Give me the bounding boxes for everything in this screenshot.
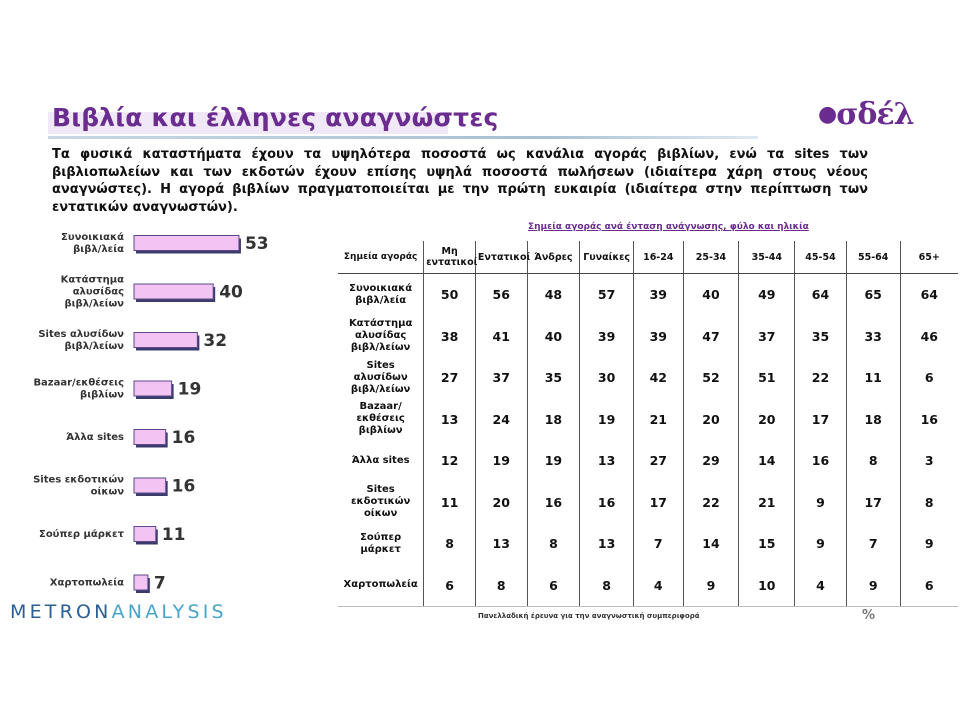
category-label: Συνοικιακά βιβλ/λεία [60, 232, 124, 255]
table-cell: 37 [739, 316, 795, 358]
table-cell: 39 [580, 316, 634, 358]
category-label: Sites αλυσίδων βιβλ/λείων [38, 329, 124, 352]
table-header-row [338, 241, 958, 274]
purchase-points-table [338, 241, 958, 607]
table-cell: 39 [633, 274, 683, 316]
bar [134, 575, 148, 590]
category-label: Άλλα sites [66, 432, 124, 443]
table-cell: 13 [580, 523, 634, 565]
bar [134, 478, 166, 493]
bar [134, 381, 172, 396]
row-label: Άλλα sites [338, 440, 424, 482]
category-label: Sites εκδοτικών οίκων [33, 474, 124, 498]
table-cell: 15 [739, 523, 795, 565]
table-cell: 7 [846, 523, 900, 565]
table-row [338, 399, 958, 441]
bar [134, 527, 156, 542]
table-cell: 19 [475, 440, 527, 482]
table-cell: 27 [424, 357, 476, 399]
table-cell: 9 [846, 565, 900, 607]
table-cell: 49 [739, 274, 795, 316]
table-cell: 21 [739, 482, 795, 524]
table-cell: 14 [683, 523, 739, 565]
table-cell: 9 [795, 482, 847, 524]
row-label: Συνοικιακά βιβλ/λεία [338, 274, 424, 316]
row-label: Σούπερ μάρκετ [338, 523, 424, 565]
table-cell: 40 [683, 274, 739, 316]
table-cell: 8 [475, 565, 527, 607]
column-header: Γυναίκες [580, 241, 634, 274]
bar-value-label: 16 [171, 476, 196, 497]
table-cell: 4 [795, 565, 847, 607]
table-cell: 9 [795, 523, 847, 565]
table-cell: 17 [846, 482, 900, 524]
bar-value-label: 16 [171, 428, 196, 448]
percent-mark: % [862, 608, 876, 623]
table-cell: 11 [424, 482, 476, 524]
table-cell: 17 [633, 482, 683, 524]
bar-value-label: 53 [244, 234, 269, 254]
purchase-channels-bar-chart [0, 225, 300, 595]
table-cell: 22 [683, 482, 739, 524]
table-cell: 6 [424, 565, 476, 607]
row-label: Sites αλυσίδων βιβλ/λείων [338, 357, 424, 399]
table-cell: 16 [580, 482, 634, 524]
table-row [338, 523, 958, 565]
row-label: Χαρτοπωλεία [338, 565, 424, 607]
table-cell: 12 [424, 440, 476, 482]
bar [134, 236, 239, 251]
table-cell: 46 [920, 328, 938, 344]
survey-footnote: Πανελλαδική έρευνα για την αναγνωστική συμπεριφορά [478, 612, 700, 620]
column-header: 16-24 [633, 241, 683, 274]
table-cell: 35 [527, 357, 580, 399]
column-header: Μη εντατικοί [424, 241, 476, 274]
table-cell: 41 [475, 316, 527, 358]
table-row [338, 357, 958, 399]
row-label: Bazaar/εκθέσεις βιβλίων [338, 399, 424, 441]
category-label: Κατάστημα αλυσίδας βιβλ/λείων [60, 274, 124, 310]
column-header: 35-44 [739, 241, 795, 274]
bar [134, 333, 197, 348]
table-cell: 56 [475, 274, 527, 316]
table-cell: 8 [924, 494, 934, 510]
table-cell: 14 [739, 440, 795, 482]
category-label: Χαρτοπωλεία [49, 577, 124, 589]
table-cell: 37 [475, 357, 527, 399]
table-cell: 6 [900, 565, 958, 607]
table-cell: 18 [527, 399, 580, 441]
table-cell: 38 [424, 316, 476, 358]
table-cell: 52 [683, 357, 739, 399]
osdel-logo: ●σδέλ [818, 97, 914, 132]
table-cell: 20 [739, 399, 795, 441]
table-cell: 24 [475, 399, 527, 441]
table-title: Σημεία αγοράς ανά ένταση ανάγνωσης, φύλο και ηλικία [528, 222, 809, 232]
bar-value-label: 7 [153, 573, 166, 594]
table-cell: 6 [924, 370, 934, 386]
row-header: Σημεία αγοράς [338, 241, 424, 274]
column-header: Εντατικοί [475, 241, 527, 274]
table-cell: 8 [527, 523, 580, 565]
column-header: 55-64 [846, 241, 900, 274]
brand-word-2: ANALYSIS [111, 601, 227, 623]
table-cell: 8 [846, 440, 900, 482]
bar [134, 284, 213, 299]
table-cell: 33 [846, 316, 900, 358]
table-cell: 11 [846, 357, 900, 399]
table-cell: 8 [424, 523, 476, 565]
intro-paragraph: Τα φυσικά καταστήματα έχουν τα υψηλότερα ποσοστά ως κανάλια αγοράς βιβλίων, ενώ τα sites των βιβλιοπωλείων και των εκδοτών έχουν επίσης υψηλά ποσοστά πωλήσεων (ιδιαίτερα χάρη στους νέους αναγνώστες). Η αγορά βιβλίων πραγματοποιείται με την πρώτη ευκαιρία (ιδιαίτερα στην περίπτωση των εντατικών αναγνωστών). [52, 147, 868, 215]
table-cell: 13 [580, 440, 634, 482]
category-label: Bazaar/εκθέσεις βιβλίων [33, 377, 124, 401]
table-cell: 7 [633, 523, 683, 565]
table-cell: 47 [683, 316, 739, 358]
bar-value-label: 40 [219, 282, 243, 303]
row-label: Κατάστημα αλυσίδας βιβλ/λείων [338, 316, 424, 358]
table-cell: 19 [580, 399, 634, 441]
table-cell: 13 [475, 523, 527, 565]
table-body [338, 274, 958, 607]
table-cell: 50 [424, 274, 476, 316]
metron-analysis-logo [10, 601, 227, 623]
table-cell: 8 [580, 565, 634, 607]
table-cell: 22 [795, 357, 847, 399]
table-cell: 57 [580, 274, 634, 316]
table-cell: 27 [633, 440, 683, 482]
table-cell: 4 [633, 565, 683, 607]
table-cell: 9 [683, 565, 739, 607]
table-cell: 30 [580, 357, 634, 399]
table-cell: 48 [527, 274, 580, 316]
table-cell: 9 [924, 536, 934, 552]
column-header: 65+ [900, 241, 958, 274]
table-cell: 51 [739, 357, 795, 399]
table-cell: 16 [920, 411, 938, 427]
table-cell: 29 [683, 440, 739, 482]
table-cell: 16 [527, 482, 580, 524]
bar-value-label: 32 [203, 331, 228, 351]
table-row [338, 565, 958, 607]
table-cell: 21 [633, 399, 683, 441]
table-cell: 39 [633, 316, 683, 358]
table-cell: 19 [527, 440, 580, 482]
table-cell: 13 [424, 399, 476, 441]
bar-value-label: 11 [161, 525, 186, 545]
table-cell: 17 [795, 399, 847, 441]
table-row [338, 274, 958, 316]
table-cell: 20 [683, 399, 739, 441]
table-cell: 40 [527, 316, 580, 358]
column-header: Άνδρες [527, 241, 580, 274]
column-header: 45-54 [795, 241, 847, 274]
table-cell: 42 [633, 357, 683, 399]
table-cell: 65 [846, 274, 900, 316]
page-title: Βιβλία και έλληνες αναγνώστες [52, 103, 499, 132]
table-cell: 16 [795, 440, 847, 482]
table-cell: 64 [795, 274, 847, 316]
table-cell: 18 [846, 399, 900, 441]
table-row [338, 440, 958, 482]
column-header: 25-34 [683, 241, 739, 274]
category-label: Σούπερ μάρκετ [38, 529, 124, 540]
row-label: Sites εκδοτικών οίκων [338, 482, 424, 524]
title-divider [48, 136, 758, 139]
table-cell: 20 [475, 482, 527, 524]
table-cell: 10 [739, 565, 795, 607]
table-cell: 35 [795, 316, 847, 358]
bar-value-label: 19 [177, 379, 202, 400]
table-cell: 64 [920, 287, 938, 303]
bar [134, 430, 166, 445]
table-cell: 6 [527, 565, 580, 607]
brand-word-1: METRON [10, 601, 112, 623]
table-row [338, 316, 958, 358]
table-row [338, 482, 958, 524]
table-cell: 3 [924, 453, 934, 469]
